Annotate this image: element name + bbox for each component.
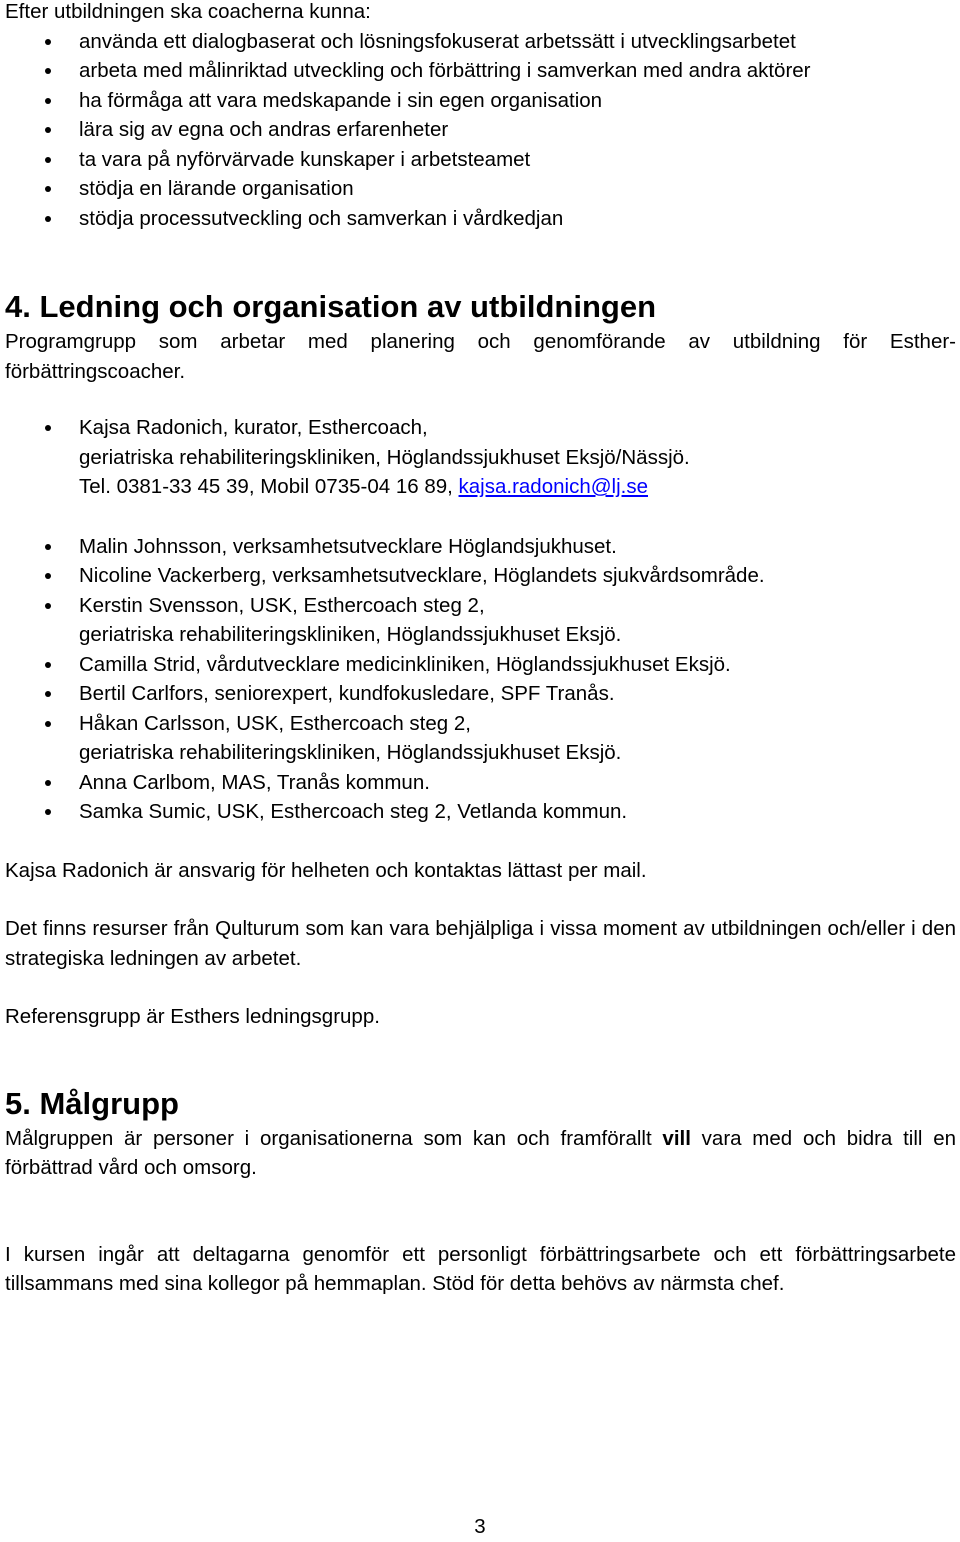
- list-item: [5, 768, 956, 798]
- list-item: ta vara på nyförvärvade kunskaper i arbetsteamet: [5, 145, 956, 175]
- list-item: [5, 591, 956, 650]
- page-number: 3: [474, 1515, 486, 1538]
- target-text: vara med och bidra till en förbättrad vård och omsorg.: [5, 1126, 956, 1179]
- member-line: Bertil Carlfors, seniorexpert, kundfokusledare, SPF Tranås.: [79, 682, 615, 705]
- list-item: [5, 709, 956, 768]
- member-line: geriatriska rehabiliteringskliniken, Höglandssjukhuset Eksjö.: [79, 623, 622, 646]
- list-item: [5, 561, 956, 591]
- member-line: Kerstin Svensson, USK, Esthercoach steg 2,: [79, 593, 485, 617]
- document-page: [5, 0, 956, 1299]
- email-link[interactable]: kajsa.radonich@lj.se: [458, 475, 648, 498]
- member-line: Samka Sumic, USK, Esthercoach steg 2, Vetlanda kommun.: [79, 800, 628, 823]
- list-item: [5, 679, 956, 709]
- goals-list: [5, 27, 956, 234]
- member-line: Anna Carlbom, MAS, Tranås kommun.: [79, 770, 430, 794]
- list-item: stödja processutveckling och samverkan i vårdkedjan: [5, 204, 956, 234]
- section-4-heading: 4. Ledning och organisation av utbildningen: [5, 289, 657, 324]
- section-4-intro: Programgrupp som arbetar med planering och genomförande av utbildning för Esther-förbättringscoacher.: [5, 330, 956, 383]
- list-item: stödja en lärande organisation: [5, 174, 956, 204]
- responsible-paragraph: Kajsa Radonich är ansvarig för helheten och kontaktas lättast per mail.: [5, 858, 647, 882]
- member-line: Håkan Carlsson, USK, Esthercoach steg 2,: [79, 711, 471, 735]
- list-item: lära sig av egna och andras erfarenheter: [5, 115, 956, 145]
- section-5-heading: 5. Målgrupp: [5, 1085, 179, 1121]
- list-item: [5, 797, 956, 827]
- contact-line: geriatriska rehabiliteringskliniken, Höglandssjukhuset Eksjö/Nässjö.: [79, 445, 690, 469]
- contact-phone: Tel. 0381-33 45 39, Mobil 0735-04 16 89,: [79, 475, 459, 498]
- members-list: [5, 532, 956, 827]
- intro-lead: Efter utbildningen ska coacherna kunna:: [5, 0, 371, 23]
- member-line: Nicoline Vackerberg, verksamhetsutvecklare, Höglandets sjukvårdsområde.: [79, 564, 765, 587]
- course-paragraph: I kursen ingår att deltagarna genomför ett personligt förbättringsarbete och ett förbättringsarbete tillsammans med sina kollegor på hemmaplan. Stöd för detta behövs av närmsta chef.: [5, 1242, 956, 1295]
- contact-list: [5, 413, 956, 502]
- target-emphasis: vill: [662, 1126, 691, 1150]
- member-line: Malin Johnsson, verksamhetsutvecklare Höglandsjukhuset.: [79, 534, 617, 558]
- contact-item: [5, 413, 956, 502]
- list-item: ha förmåga att vara medskapande i sin egen organisation: [5, 86, 956, 116]
- target-text: Målgruppen är personer i organisationerna som kan och framförallt: [5, 1126, 663, 1150]
- list-item: använda ett dialogbaserat och lösningsfokuserat arbetssätt i utvecklingsarbetet: [5, 27, 956, 57]
- reference-paragraph: Referensgrupp är Esthers ledningsgrupp.: [5, 1005, 380, 1028]
- target-paragraph: [5, 1124, 956, 1183]
- list-item: [5, 532, 956, 562]
- member-line: geriatriska rehabiliteringskliniken, Höglandssjukhuset Eksjö.: [79, 741, 622, 764]
- member-line: Camilla Strid, vårdutvecklare medicinkliniken, Höglandssjukhuset Eksjö.: [79, 652, 731, 676]
- list-item: arbeta med målinriktad utveckling och förbättring i samverkan med andra aktörer: [5, 56, 956, 86]
- contact-line: Kajsa Radonich, kurator, Esthercoach,: [79, 416, 428, 439]
- list-item: [5, 650, 956, 680]
- resources-paragraph: Det finns resurser från Qulturum som kan vara behjälpliga i vissa moment av utbildningen och/eller i den strategiska ledningen av arbetet.: [5, 917, 956, 970]
